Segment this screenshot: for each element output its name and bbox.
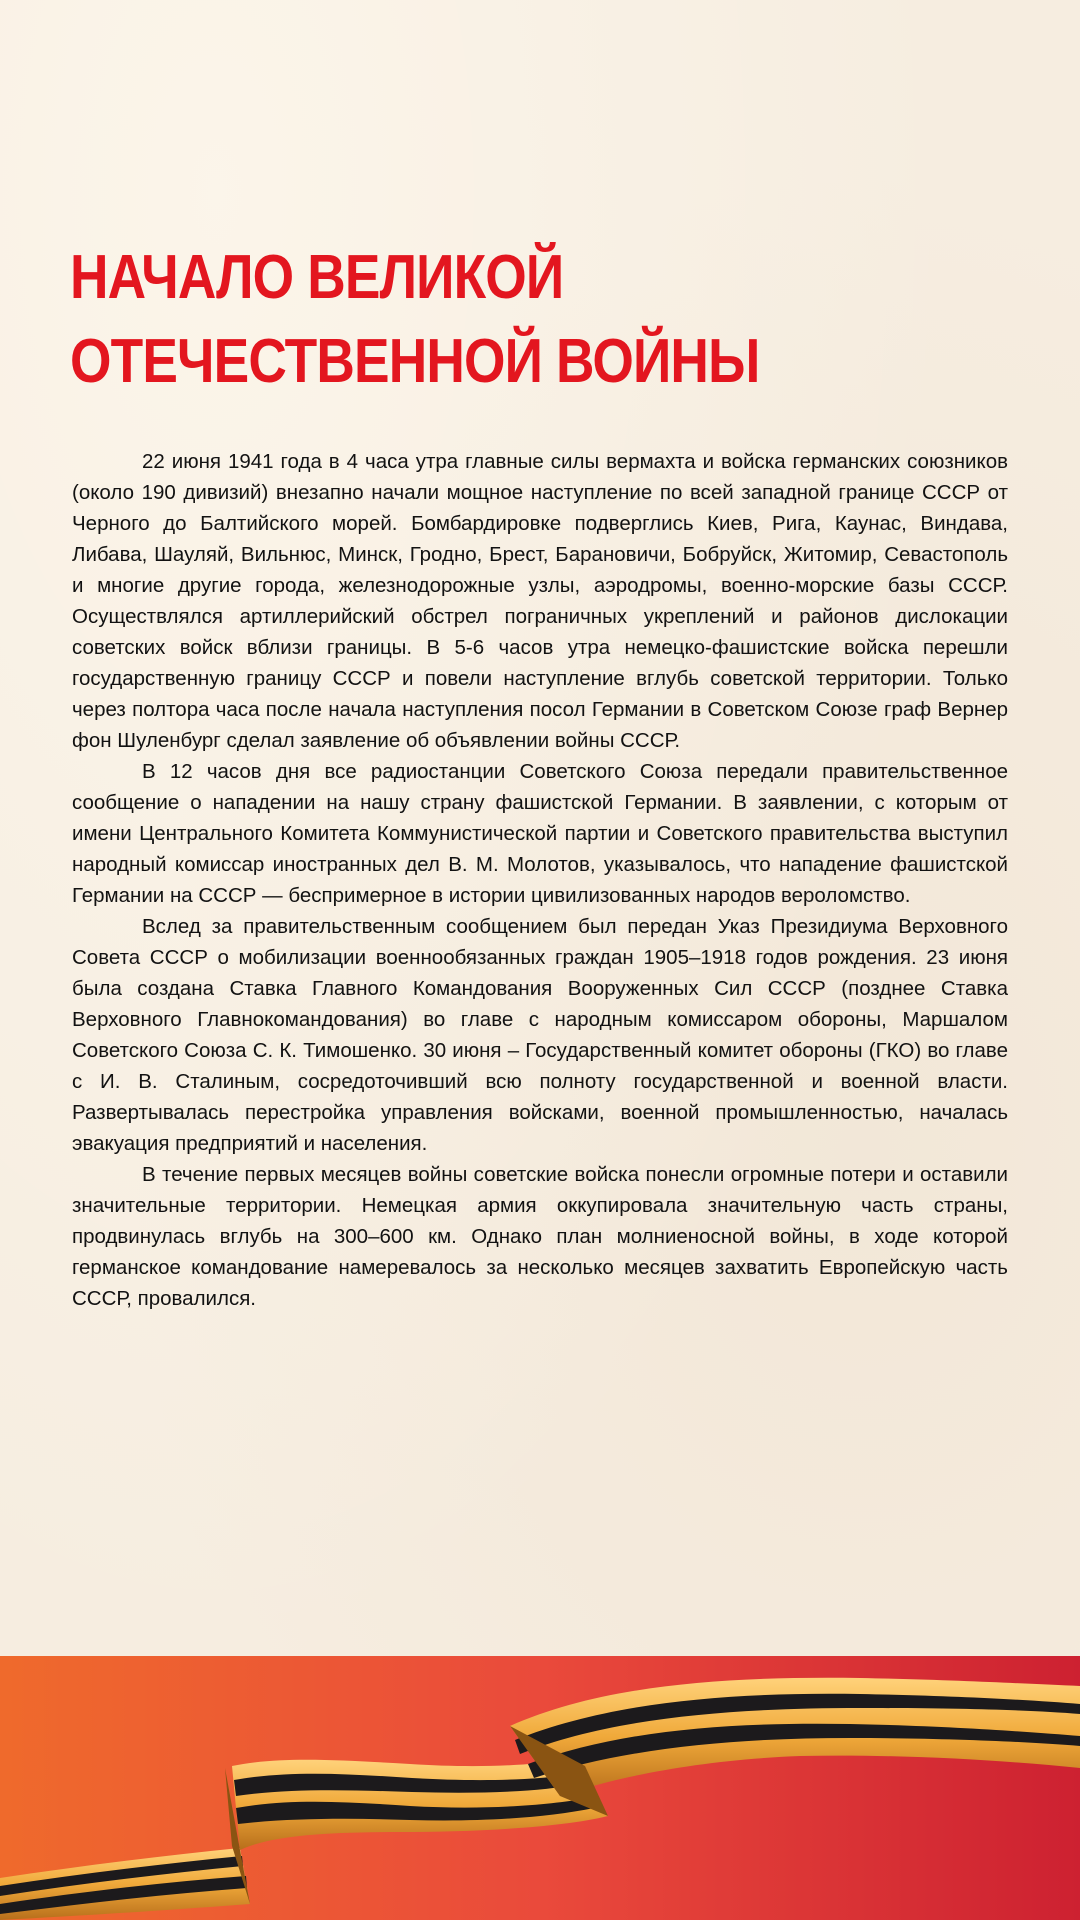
title-line-1: НАЧАЛО ВЕЛИКОЙ <box>70 243 564 312</box>
ribbon-left-segment <box>0 1848 250 1920</box>
paragraph: Вслед за правительственным сообщением был передан Указ Президиума Верховного Совета СССР о мобилизации военнообязанных граждан 1905–1918 годов рождения. 23 июня была создана Ставка Главного Командования Вооруженных Сил СССР (позднее Ставка Верховного Главнокомандования) во главе с народным комиссаром обороны, Маршалом Советского Союза С. К. Тимошенко. 30 июня – Государственный комитет обороны (ГКО) во главе с И. В. Сталиным, сосредоточивший всю полноту государственной и военной власти. Развертывалась перестройка управления войсками, военной промышленностью, началась эвакуация предприятий и населения. <box>72 915 1008 1155</box>
ribbon-right-segment <box>510 1678 1080 1796</box>
article-text <box>72 446 1008 1314</box>
page-title <box>70 236 878 404</box>
st-george-ribbon-icon <box>0 1656 1080 1920</box>
paragraph: 22 июня 1941 года в 4 часа утра главные силы вермахта и войска германских союзников (около 190 дивизий) внезапно начали мощное наступление по всей западной границе СССР от Черного до Балтийского морей. Бомбардировке подверглись Киев, Рига, Каунас, Виндава, Либава, Шауляй, Вильнюс, Минск, Гродно, Брест, Барановичи, Бобруйск, Житомир, Севастополь и многие другие города, железнодорожные узлы, аэродромы, военно-морские базы СССР. Осуществлялся артиллерийский обстрел пограничных укреплений и районов дислокации советских войск вблизи границы. В 5-6 часов утра немецко-фашистские войска перешли государственную границу СССР и повели наступление вглубь советской территории. Только через полтора часа после начала наступления посол Германии в Советском Союзе граф Вернер фон Шуленбург сделал заявление об объявлении войны СССР. <box>72 450 1008 752</box>
paragraph: В течение первых месяцев войны советские войска понесли огромные потери и оставили значительные территории. Немецкая армия оккупировала значительную часть страны, продвинулась вглубь на 300–600 км. Однако план молниеносной войны, в ходе которой германское командование намеревалось за несколько месяцев захватить Европейскую часть СССР, провалился. <box>72 1163 1008 1310</box>
paragraph: В 12 часов дня все радиостанции Советского Союза передали правительственное сообщение о нападении на нашу страну фашистской Германии. В заявлении, с которым от имени Центрального Комитета Коммунистической партии и Советского правительства выступил народный комиссар иностранных дел В. М. Молотов, указывалось, что нападение фашистской Германии на СССР — беспримерное в истории цивилизованных народов вероломство. <box>72 760 1008 907</box>
title-line-2: ОТЕЧЕСТВЕННОЙ ВОЙНЫ <box>70 327 760 396</box>
footer-banner <box>0 1656 1080 1920</box>
